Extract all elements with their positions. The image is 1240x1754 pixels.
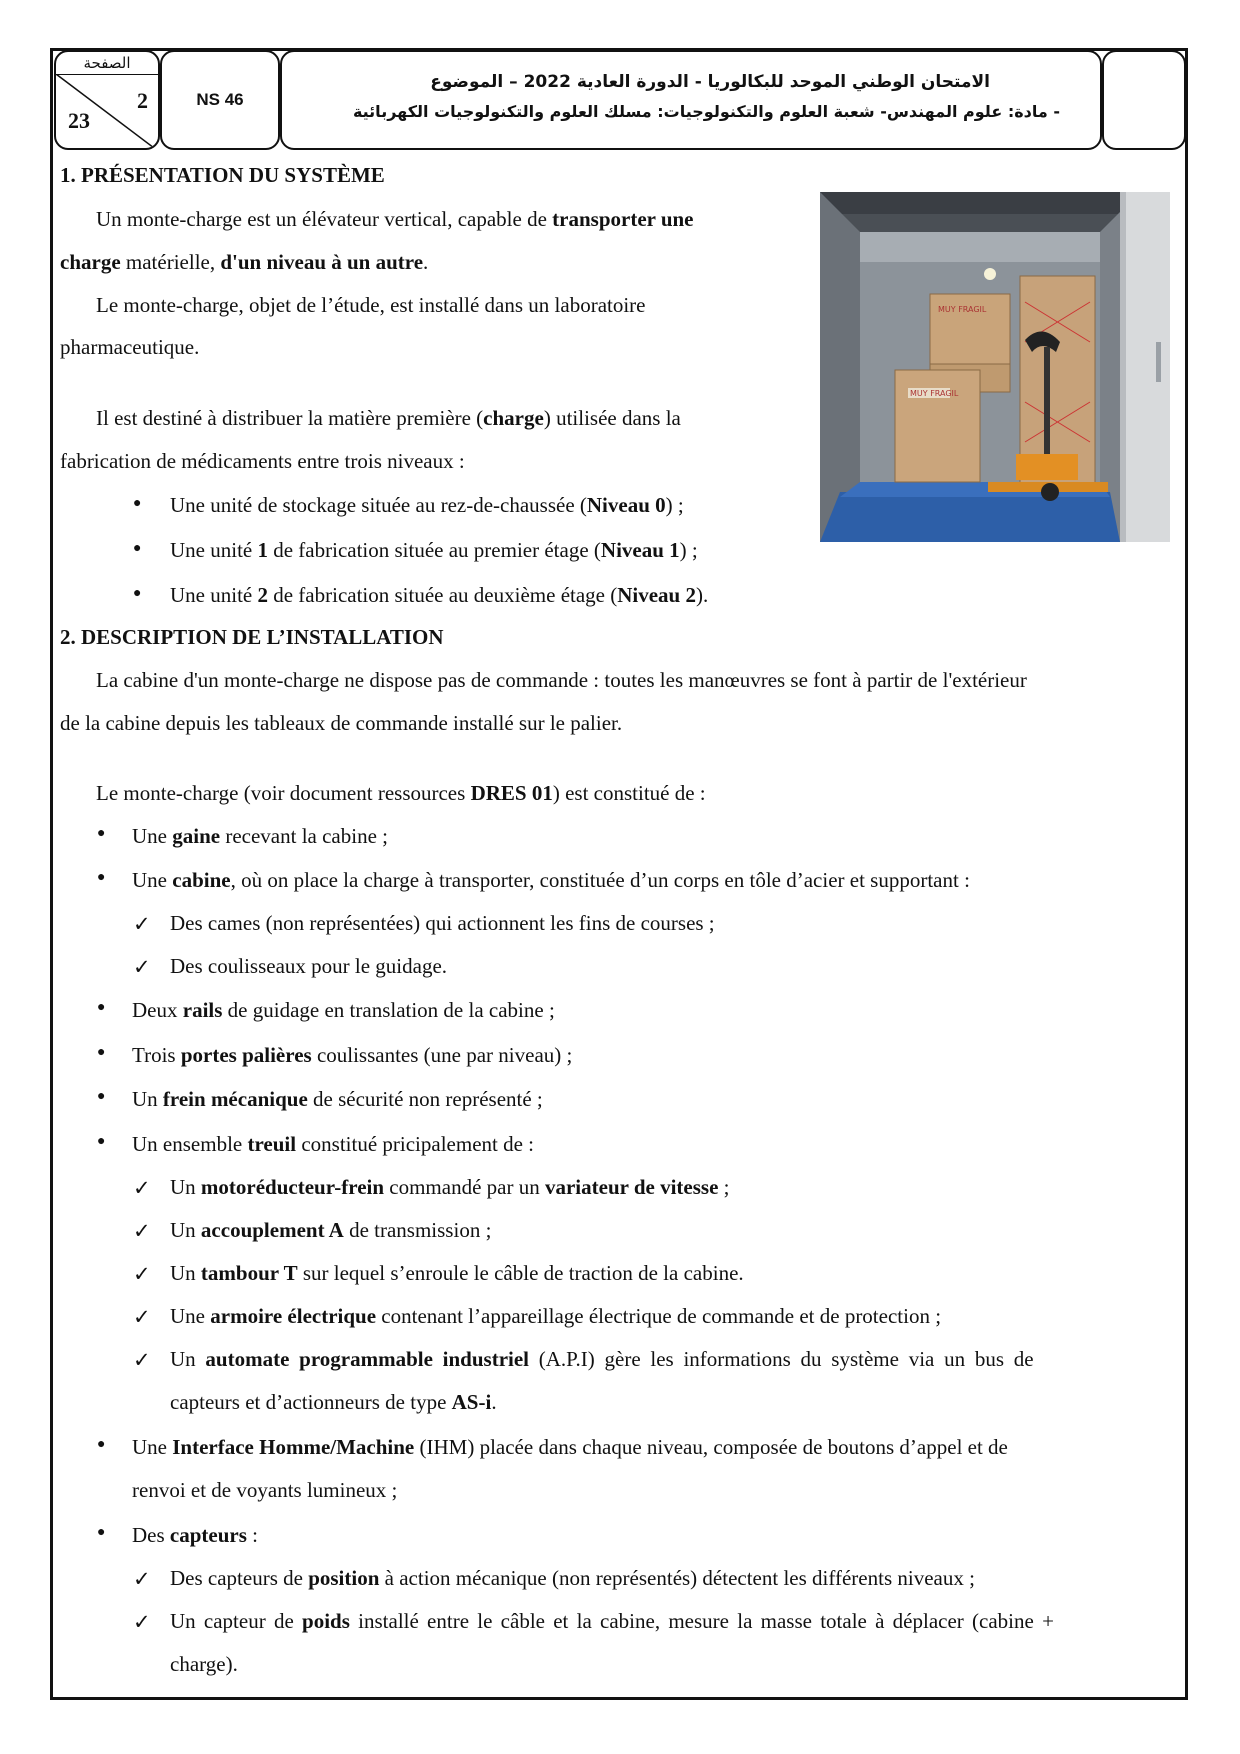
section2-p2	[96, 772, 706, 814]
section2-heading: 2. DESCRIPTION DE L’INSTALLATION	[60, 625, 444, 649]
text: Un ensemble	[132, 1132, 248, 1156]
text: Des capteurs de	[170, 1566, 309, 1590]
section1-p3-line1	[96, 397, 681, 439]
checkmark-icon: ✓	[133, 1610, 151, 1634]
item-frein	[132, 1078, 543, 1120]
bold-text: armoire électrique	[210, 1304, 377, 1328]
text: Une unité	[170, 538, 258, 562]
item-treuil	[132, 1123, 534, 1165]
bold-text: Niveau 2	[617, 583, 696, 607]
box-label: MUY FRAGIL	[938, 305, 987, 314]
bold-text: accouplement A	[200, 1218, 344, 1242]
text: recevant la cabine ;	[220, 824, 388, 848]
text: sur lequel s’enroule le câble de traction de la cabine.	[297, 1261, 744, 1285]
text: Un	[170, 1175, 201, 1199]
bold-text: Niveau 0	[586, 493, 666, 517]
bold-text: motoréducteur-frein	[200, 1175, 385, 1199]
treuil-sub-armoire	[170, 1295, 941, 1337]
section1-p2-line1: Le monte-charge, objet de l’étude, est installé dans un laboratoire	[96, 293, 646, 317]
page-label: الصفحة	[83, 54, 131, 72]
text: de fabrication située au deuxième étage (	[267, 583, 618, 607]
text: Une unité	[170, 583, 258, 607]
box-label: MUY FRAGIL	[910, 389, 959, 398]
exam-title-box	[280, 50, 1102, 150]
section1-heading: 1. PRÉSENTATION DU SYSTÈME	[60, 163, 385, 187]
bold-text: tambour T	[200, 1261, 298, 1285]
bold-text: DRES 01	[470, 781, 553, 805]
text: Un	[132, 1087, 163, 1111]
bold-text: capteurs	[169, 1523, 247, 1547]
text: de fabrication située au premier étage (	[267, 538, 601, 562]
section1-p1-line2	[60, 241, 428, 283]
bullet-icon: ●	[97, 1437, 106, 1452]
bullet-icon: ●	[133, 541, 142, 556]
checkmark-icon: ✓	[133, 1262, 151, 1286]
text: Une unité de stockage située au rez-de-chaussée (	[170, 493, 587, 517]
section1-p3-line2: fabrication de médicaments entre trois niveaux :	[60, 449, 465, 473]
section1-p2-line2: pharmaceutique.	[60, 335, 200, 359]
checkmark-icon: ✓	[133, 1176, 151, 1200]
text: (IHM) placée dans chaque niveau, composée de boutons d’appel et de	[414, 1435, 1008, 1459]
capteurs-sub-position	[170, 1557, 975, 1599]
bullet-icon: ●	[97, 870, 106, 885]
bullet-icon: ●	[133, 586, 142, 601]
checkmark-icon: ✓	[133, 912, 151, 936]
exam-code: NS 46	[196, 90, 244, 109]
bullet-icon: ●	[97, 826, 106, 841]
section2-p1-line1: La cabine d'un monte-charge ne dispose pas de commande : toutes les manœuvres se font à partir de l'extérieur	[96, 668, 1027, 692]
text: coulissantes (une par niveau) ;	[311, 1043, 573, 1067]
item-gaine	[132, 815, 388, 857]
text: Une	[132, 868, 173, 892]
text: à action mécanique (non représentés) détectent les différents niveaux ;	[379, 1566, 975, 1590]
bullet-icon: ●	[133, 496, 142, 511]
bullet-icon: ●	[97, 1134, 106, 1149]
bold-text: charge	[483, 406, 544, 430]
exam-code-box	[160, 50, 280, 150]
bullet-icon: ●	[97, 1000, 106, 1015]
text: installé entre le câble et la cabine, mesure la masse totale à déplacer (cabine +	[349, 1609, 1054, 1633]
text: .	[491, 1390, 497, 1414]
text: :	[246, 1523, 259, 1547]
item-portes	[132, 1034, 572, 1076]
item-ihm-line1	[132, 1426, 1008, 1468]
bold-text: position	[308, 1566, 380, 1590]
text: Trois	[132, 1043, 181, 1067]
text: Des	[132, 1523, 170, 1547]
bold-text: gaine	[172, 824, 221, 848]
text: de guidage en translation de la cabine ;	[222, 998, 555, 1022]
checkmark-icon: ✓	[133, 955, 151, 979]
text: ;	[718, 1175, 730, 1199]
bold-text: Niveau 1	[600, 538, 680, 562]
treuil-sub-api-line1	[170, 1338, 1170, 1380]
treuil-sub-api-line2	[170, 1381, 497, 1423]
text: matérielle,	[120, 250, 221, 274]
cabine-sub-cames: Des cames (non représentées) qui actionnent les fins de courses ;	[170, 911, 715, 935]
text: ).	[695, 583, 709, 607]
text: de sécurité non représenté ;	[307, 1087, 543, 1111]
level-0-item	[170, 484, 684, 526]
checkmark-icon: ✓	[133, 1219, 151, 1243]
checkmark-icon: ✓	[133, 1567, 151, 1591]
text: , où on place la charge à transporter, constituée d’un corps en tôle d’acier et supportant :	[230, 868, 970, 892]
text: Un	[170, 1261, 201, 1285]
text: commandé par un	[384, 1175, 545, 1199]
exam-title-line1: الامتحان الوطني الموحد للبكالوريا - الدورة العادية 2022 – الموضوع	[430, 72, 990, 92]
text: ) ;	[679, 538, 698, 562]
text: Un	[170, 1347, 206, 1371]
bold-text: variateur de vitesse	[544, 1175, 719, 1199]
level-2-item	[170, 574, 708, 616]
text: constitué pricipalement de :	[296, 1132, 535, 1156]
text: Un capteur de	[170, 1609, 303, 1633]
text: Une	[132, 1435, 173, 1459]
text: (A.P.I) gère les informations du système via un bus de	[529, 1347, 1034, 1371]
text: de transmission ;	[343, 1218, 492, 1242]
treuil-sub-accouplement	[170, 1209, 491, 1251]
page-current: 2	[137, 88, 148, 113]
text: Il est destiné à distribuer la matière première (	[96, 406, 484, 430]
treuil-sub-moto	[170, 1166, 729, 1208]
text: capteurs et d’actionneurs de type	[170, 1390, 452, 1414]
text: Une	[132, 824, 173, 848]
bold-text: charge	[60, 250, 121, 274]
bullet-icon: ●	[97, 1525, 106, 1540]
item-rails	[132, 989, 555, 1031]
treuil-sub-tambour	[170, 1252, 744, 1294]
bold-text: cabine	[172, 868, 231, 892]
text: Le monte-charge (voir document ressources	[96, 781, 471, 805]
text: Un	[170, 1218, 201, 1242]
bold-text: frein mécanique	[162, 1087, 308, 1111]
bold-text: rails	[182, 998, 223, 1022]
text: contenant l’appareillage électrique de commande et de protection ;	[376, 1304, 942, 1328]
item-capteurs	[132, 1514, 258, 1556]
bullet-icon: ●	[97, 1089, 106, 1104]
checkmark-icon: ✓	[133, 1305, 151, 1329]
bold-text: Interface Homme/Machine	[172, 1435, 415, 1459]
bold-text: d'un niveau à un autre	[220, 250, 424, 274]
section1-p1-line1	[96, 198, 694, 240]
text: .	[423, 250, 429, 274]
cabine-sub-coulisseaux: Des coulisseaux pour le guidage.	[170, 954, 448, 978]
text: Deux	[132, 998, 183, 1022]
text: ) utilisée dans la	[543, 406, 681, 430]
bold-text: treuil	[247, 1132, 297, 1156]
section2-p1-line2: de la cabine depuis les tableaux de commande installé sur le palier.	[60, 711, 623, 735]
bold-text: automate programmable industriel	[205, 1347, 530, 1371]
bullet-icon: ●	[97, 1045, 106, 1060]
text: Un monte-charge est un élévateur vertical, capable de	[96, 207, 553, 231]
exam-title-line2: - مادة: علوم المهندس- شعبة العلوم والتكنولوجيات: مسلك العلوم والتكنولوجيات الكهربائية	[352, 102, 1060, 121]
item-cabine	[132, 859, 970, 901]
bold-text: transporter une	[552, 207, 694, 231]
bold-text: 1	[257, 538, 268, 562]
bold-text: poids	[302, 1609, 350, 1633]
bold-text: 2	[257, 583, 268, 607]
capteurs-sub-poids-line1	[170, 1600, 1054, 1642]
bold-text: portes palières	[180, 1043, 312, 1067]
level-1-item	[170, 529, 698, 571]
freight-elevator-photo	[820, 192, 1170, 542]
text: Une	[170, 1304, 211, 1328]
text: ) est constitué de :	[552, 781, 706, 805]
checkmark-icon: ✓	[133, 1348, 151, 1372]
page-number-box	[54, 50, 160, 150]
header-empty-box	[1102, 50, 1186, 150]
bold-text: AS-i	[451, 1390, 492, 1414]
capteurs-sub-poids-line2: charge).	[170, 1652, 238, 1676]
item-ihm-line2: renvoi et de voyants lumineux ;	[132, 1478, 398, 1502]
page-total: 23	[68, 108, 90, 133]
text: ) ;	[665, 493, 684, 517]
